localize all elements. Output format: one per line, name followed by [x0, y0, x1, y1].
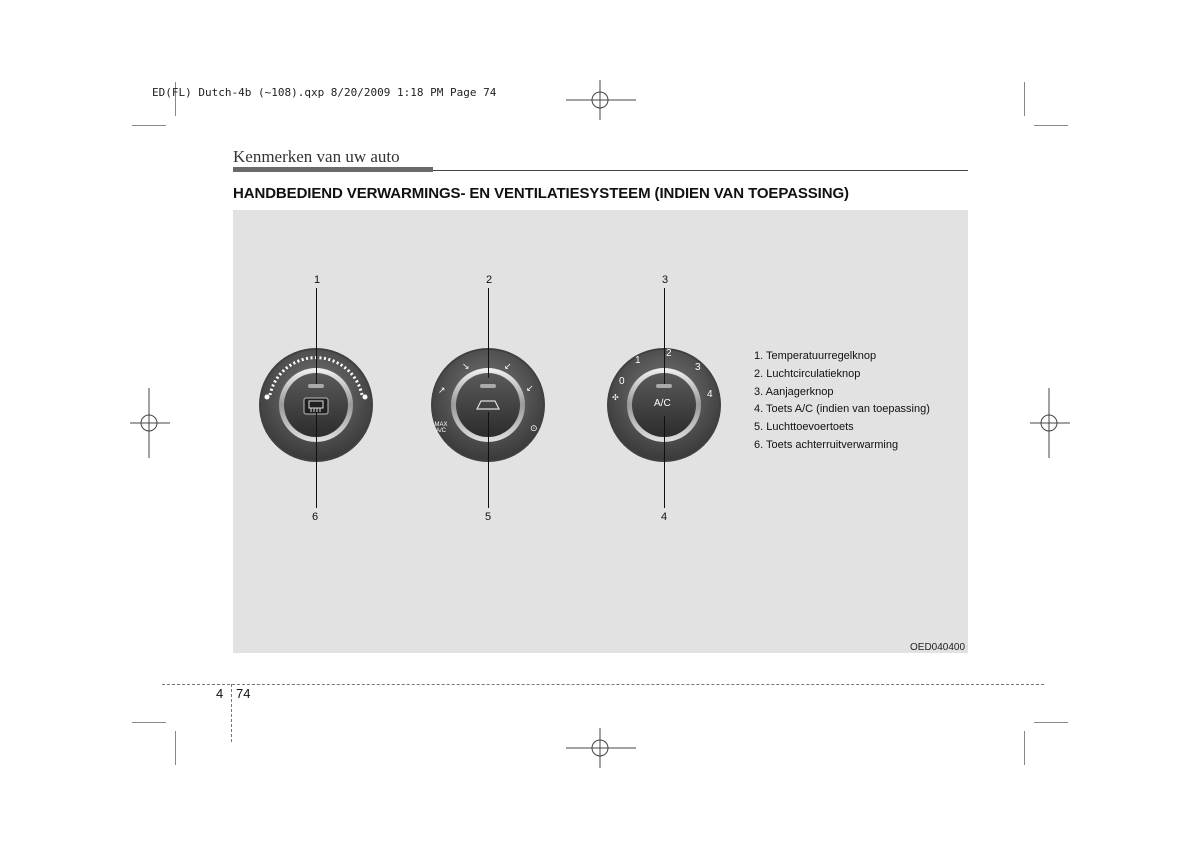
- callout-5: 5: [484, 511, 492, 523]
- legend-item: 5. Luchttoevoertoets: [754, 421, 854, 434]
- leader-line-2: [488, 288, 489, 378]
- crop-mark: [132, 722, 166, 723]
- registration-mark-top: [566, 80, 636, 120]
- section-rule-accent: [233, 167, 433, 172]
- section-title: Kenmerken van uw auto: [233, 147, 400, 166]
- footer-rule: [162, 684, 1044, 685]
- vent-bilevel-icon: ↙: [504, 362, 512, 372]
- page-heading: HANDBEDIEND VERWARMINGS- EN VENTILATIESYSTEEM (INDIEN VAN TOEPASSING): [233, 185, 849, 202]
- callout-3: 3: [661, 274, 669, 286]
- registration-mark-right: [1030, 388, 1070, 458]
- legend-item: 3. Aanjagerknop: [754, 385, 834, 398]
- vent-face-icon: ↘: [462, 362, 470, 372]
- fan-speed-2: 2: [666, 348, 672, 359]
- print-slug: ED(FL) Dutch-4b (~108).qxp 8/20/2009 1:18 PM Page 74: [152, 86, 497, 99]
- legend-item: 1. Temperatuurregelknop: [754, 350, 877, 362]
- fan-speed-0: 0: [619, 376, 625, 387]
- figure-legend: [754, 348, 930, 455]
- leader-line-3: [664, 288, 665, 384]
- leader-line-1: [316, 288, 317, 384]
- leader-line-4: [664, 416, 665, 508]
- callout-6: 6: [311, 511, 319, 523]
- fan-icon: ✣: [612, 393, 619, 402]
- crop-mark: [1024, 731, 1025, 765]
- legend-item: 6. Toets achterruitverwarming: [754, 438, 899, 451]
- crop-mark: [175, 731, 176, 765]
- figure-code: OED040400: [910, 642, 966, 653]
- max-ac-label: MAX A/C: [434, 422, 448, 434]
- legend-item: 2. Luchtcirculatieknop: [754, 367, 861, 380]
- footer-divider: [231, 684, 232, 742]
- leader-line-5: [488, 412, 489, 508]
- chapter-number: 4: [216, 686, 224, 701]
- ac-button-label: A/C: [654, 398, 671, 409]
- callout-4: 4: [660, 511, 668, 523]
- legend-item: 4. Toets A/C (indien van toepassing): [754, 403, 930, 416]
- crop-mark: [1024, 82, 1025, 116]
- defrost-icon: ⊙: [530, 424, 538, 434]
- fan-speed-3: 3: [695, 362, 701, 373]
- page-number: 74: [236, 686, 251, 701]
- fan-speed-1: 1: [635, 355, 641, 366]
- vent-floor-icon: ↙: [526, 384, 534, 394]
- leader-line-6: [316, 412, 317, 508]
- callout-2: 2: [485, 274, 493, 286]
- registration-mark-bottom: [566, 728, 636, 768]
- crop-mark: [1034, 722, 1068, 723]
- callout-1: 1: [313, 274, 321, 286]
- fan-speed-4: 4: [707, 389, 713, 400]
- vent-face-icon: ↗: [438, 386, 446, 396]
- crop-mark: [132, 125, 166, 126]
- crop-mark: [1034, 125, 1068, 126]
- registration-mark-left: [130, 388, 170, 458]
